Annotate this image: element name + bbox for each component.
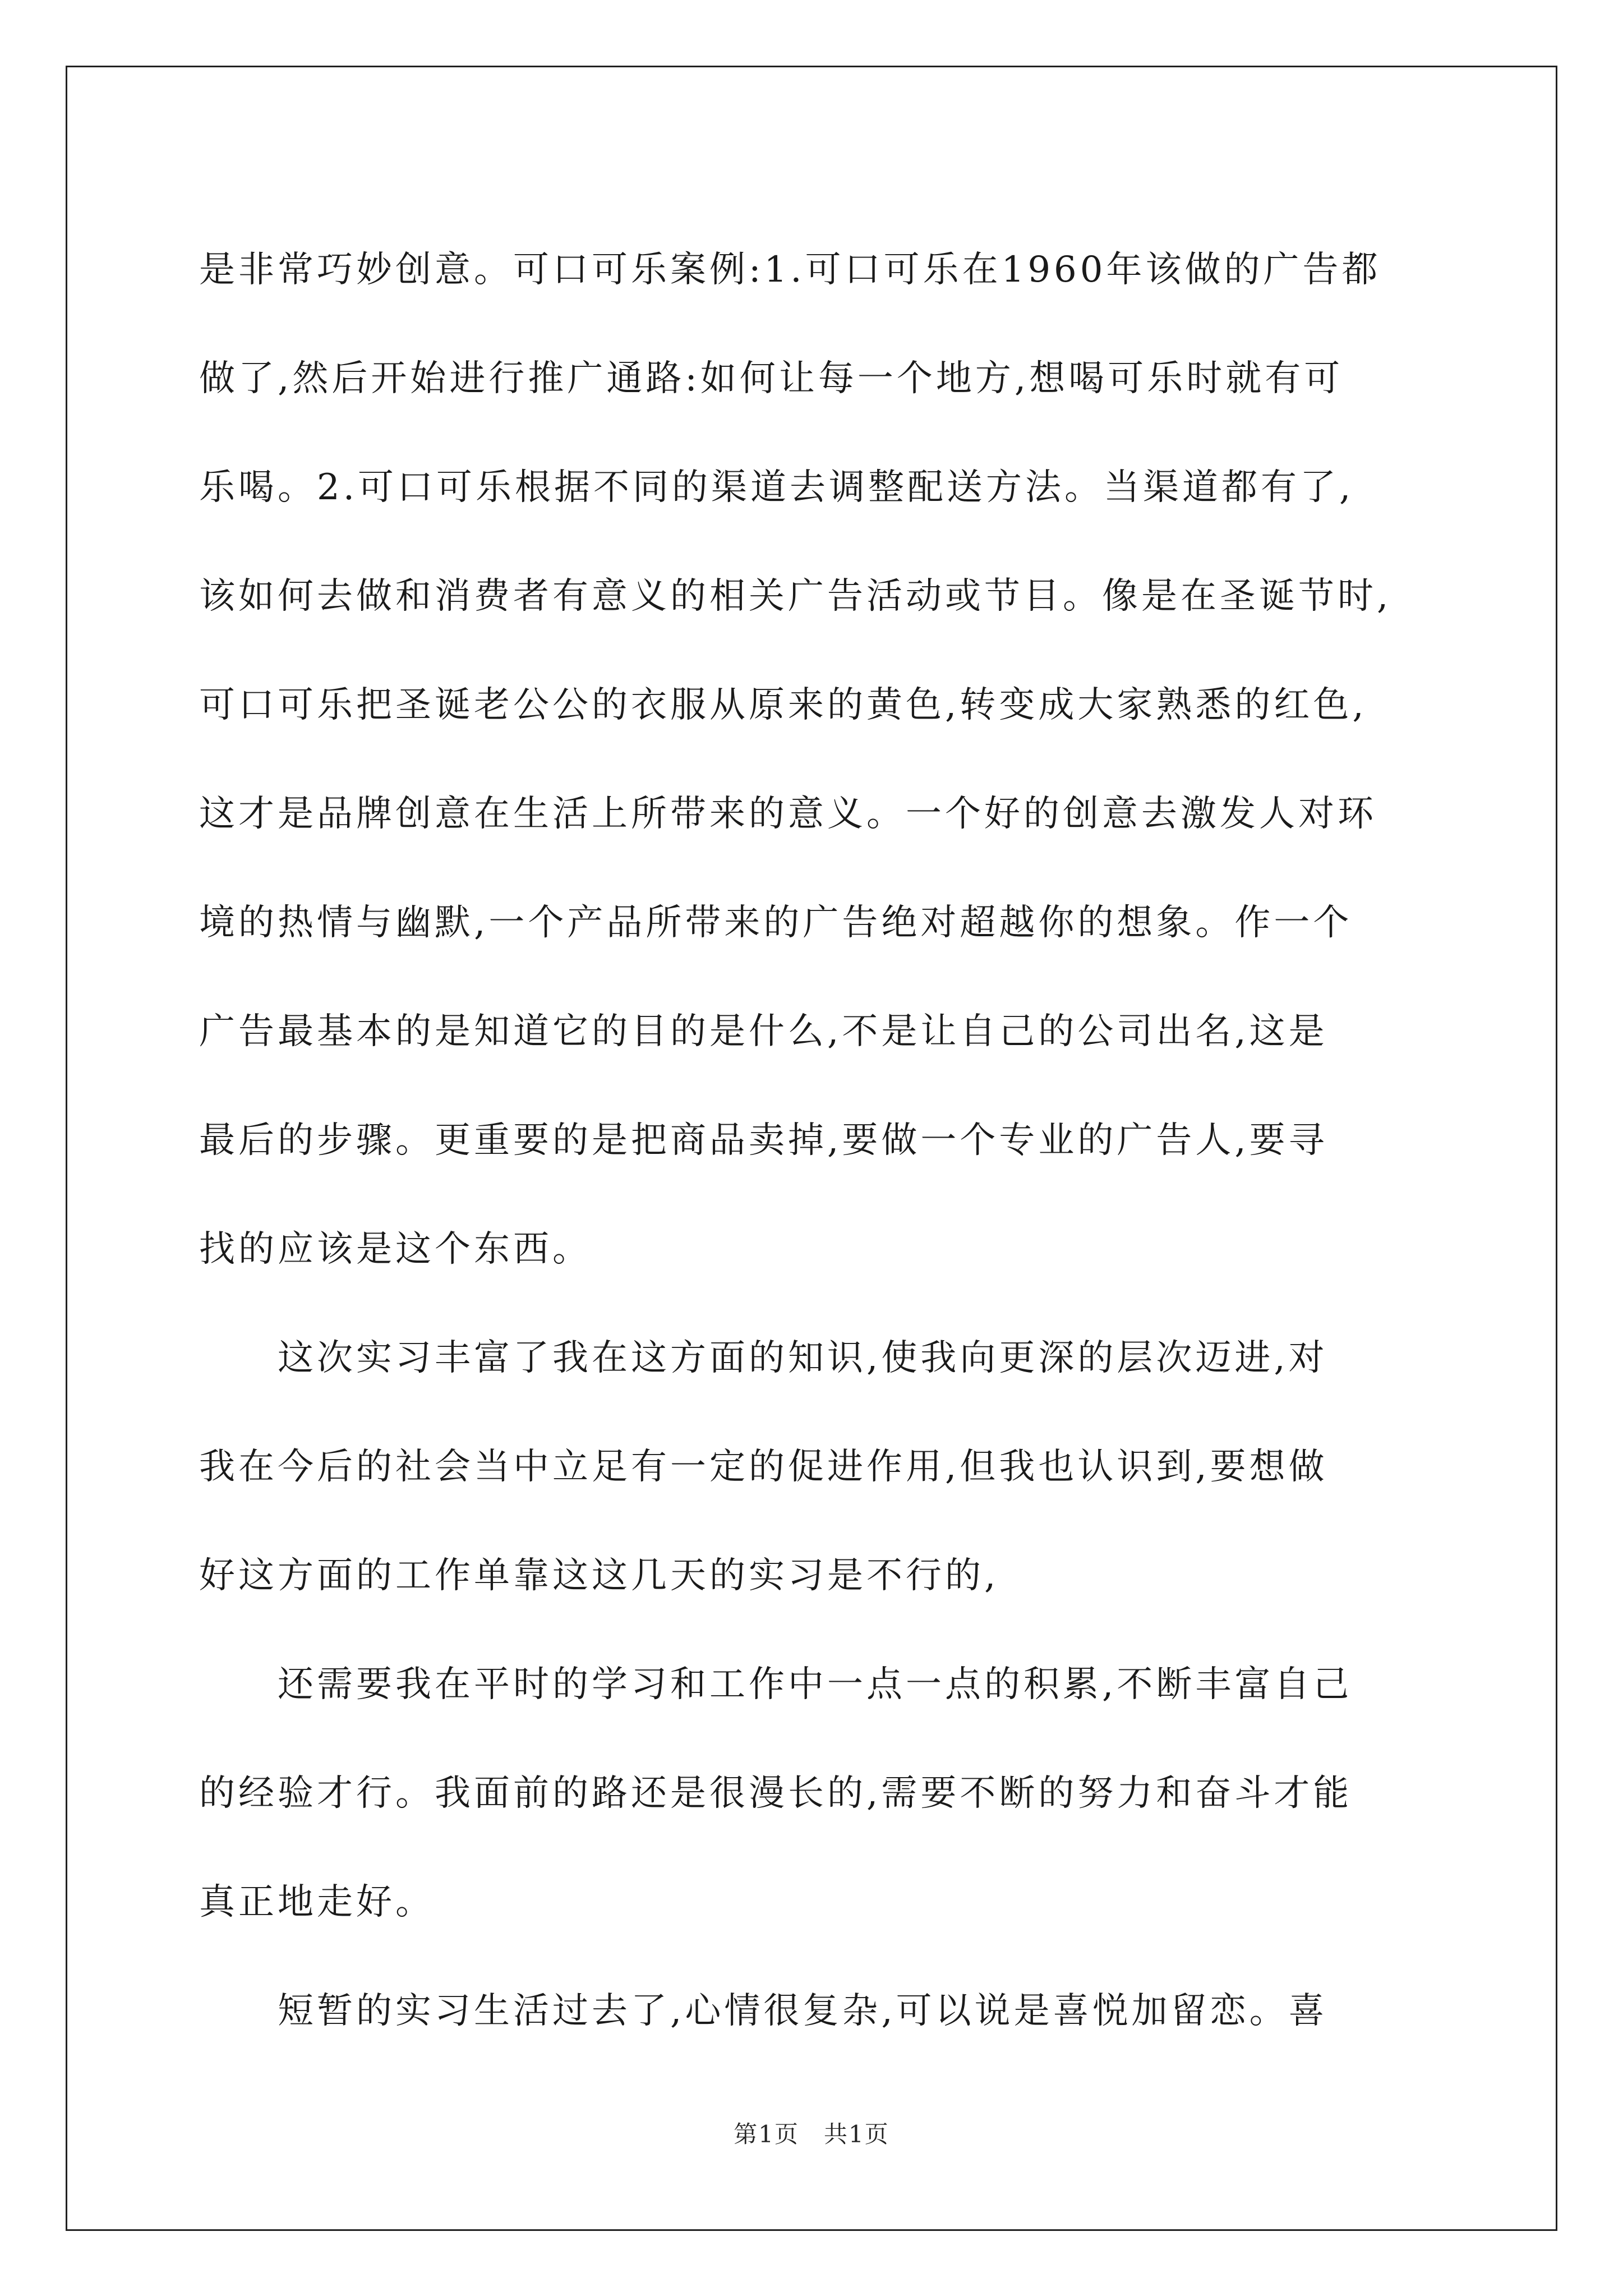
text-line: 这才是品牌创意在生活上所带来的意义。一个好的创意去激发人对环 (199, 793, 1377, 835)
text-line: 的经验才行。我面前的路还是很漫长的,需要不断的努力和奋斗才能 (199, 1773, 1353, 1814)
text-line: 这次实习丰富了我在这方面的知识,使我向更深的层次迈进,对 (199, 1337, 1328, 1379)
text-line: 真正地走好。 (199, 1881, 435, 1923)
text-line: 还需要我在平时的学习和工作中一点一点的积累,不断丰富自己 (199, 1664, 1353, 1705)
text-line: 我在今后的社会当中立足有一定的促进作用,但我也认识到,要想做 (199, 1446, 1328, 1488)
text-line: 最后的步骤。更重要的是把商品卖掉,要做一个专业的广告人,要寻 (199, 1120, 1328, 1161)
text-line: 乐喝。2.可口可乐根据不同的渠道去调整配送方法。当渠道都有了, (199, 467, 1354, 508)
text-line: 该如何去做和消费者有意义的相关广告活动或节目。像是在圣诞节时, (199, 576, 1392, 617)
text-line: 可口可乐把圣诞老公公的衣服从原来的黄色,转变成大家熟悉的红色, (199, 684, 1367, 726)
text-line: 好这方面的工作单靠这这几天的实习是不行的, (199, 1555, 999, 1596)
text-line: 短暂的实习生活过去了,心情很复杂,可以说是喜悦加留恋。喜 (199, 1990, 1328, 2032)
page-footer: 第1页 共1页 (734, 2120, 889, 2148)
text-line: 做了,然后开始进行推广通路:如何让每一个地方,想喝可乐时就有可 (199, 358, 1344, 399)
text-line: 广告最基本的是知道它的目的是什么,不是让自己的公司出名,这是 (199, 1011, 1328, 1052)
text-line: 是非常巧妙创意。可口可乐案例:1.可口可乐在1960年该做的广告都 (199, 249, 1381, 291)
text-line: 找的应该是这个东西。 (199, 1228, 592, 1270)
document-body (199, 215, 1433, 2065)
text-line: 境的热情与幽默,一个产品所带来的广告绝对超越你的想象。作一个 (199, 902, 1353, 944)
